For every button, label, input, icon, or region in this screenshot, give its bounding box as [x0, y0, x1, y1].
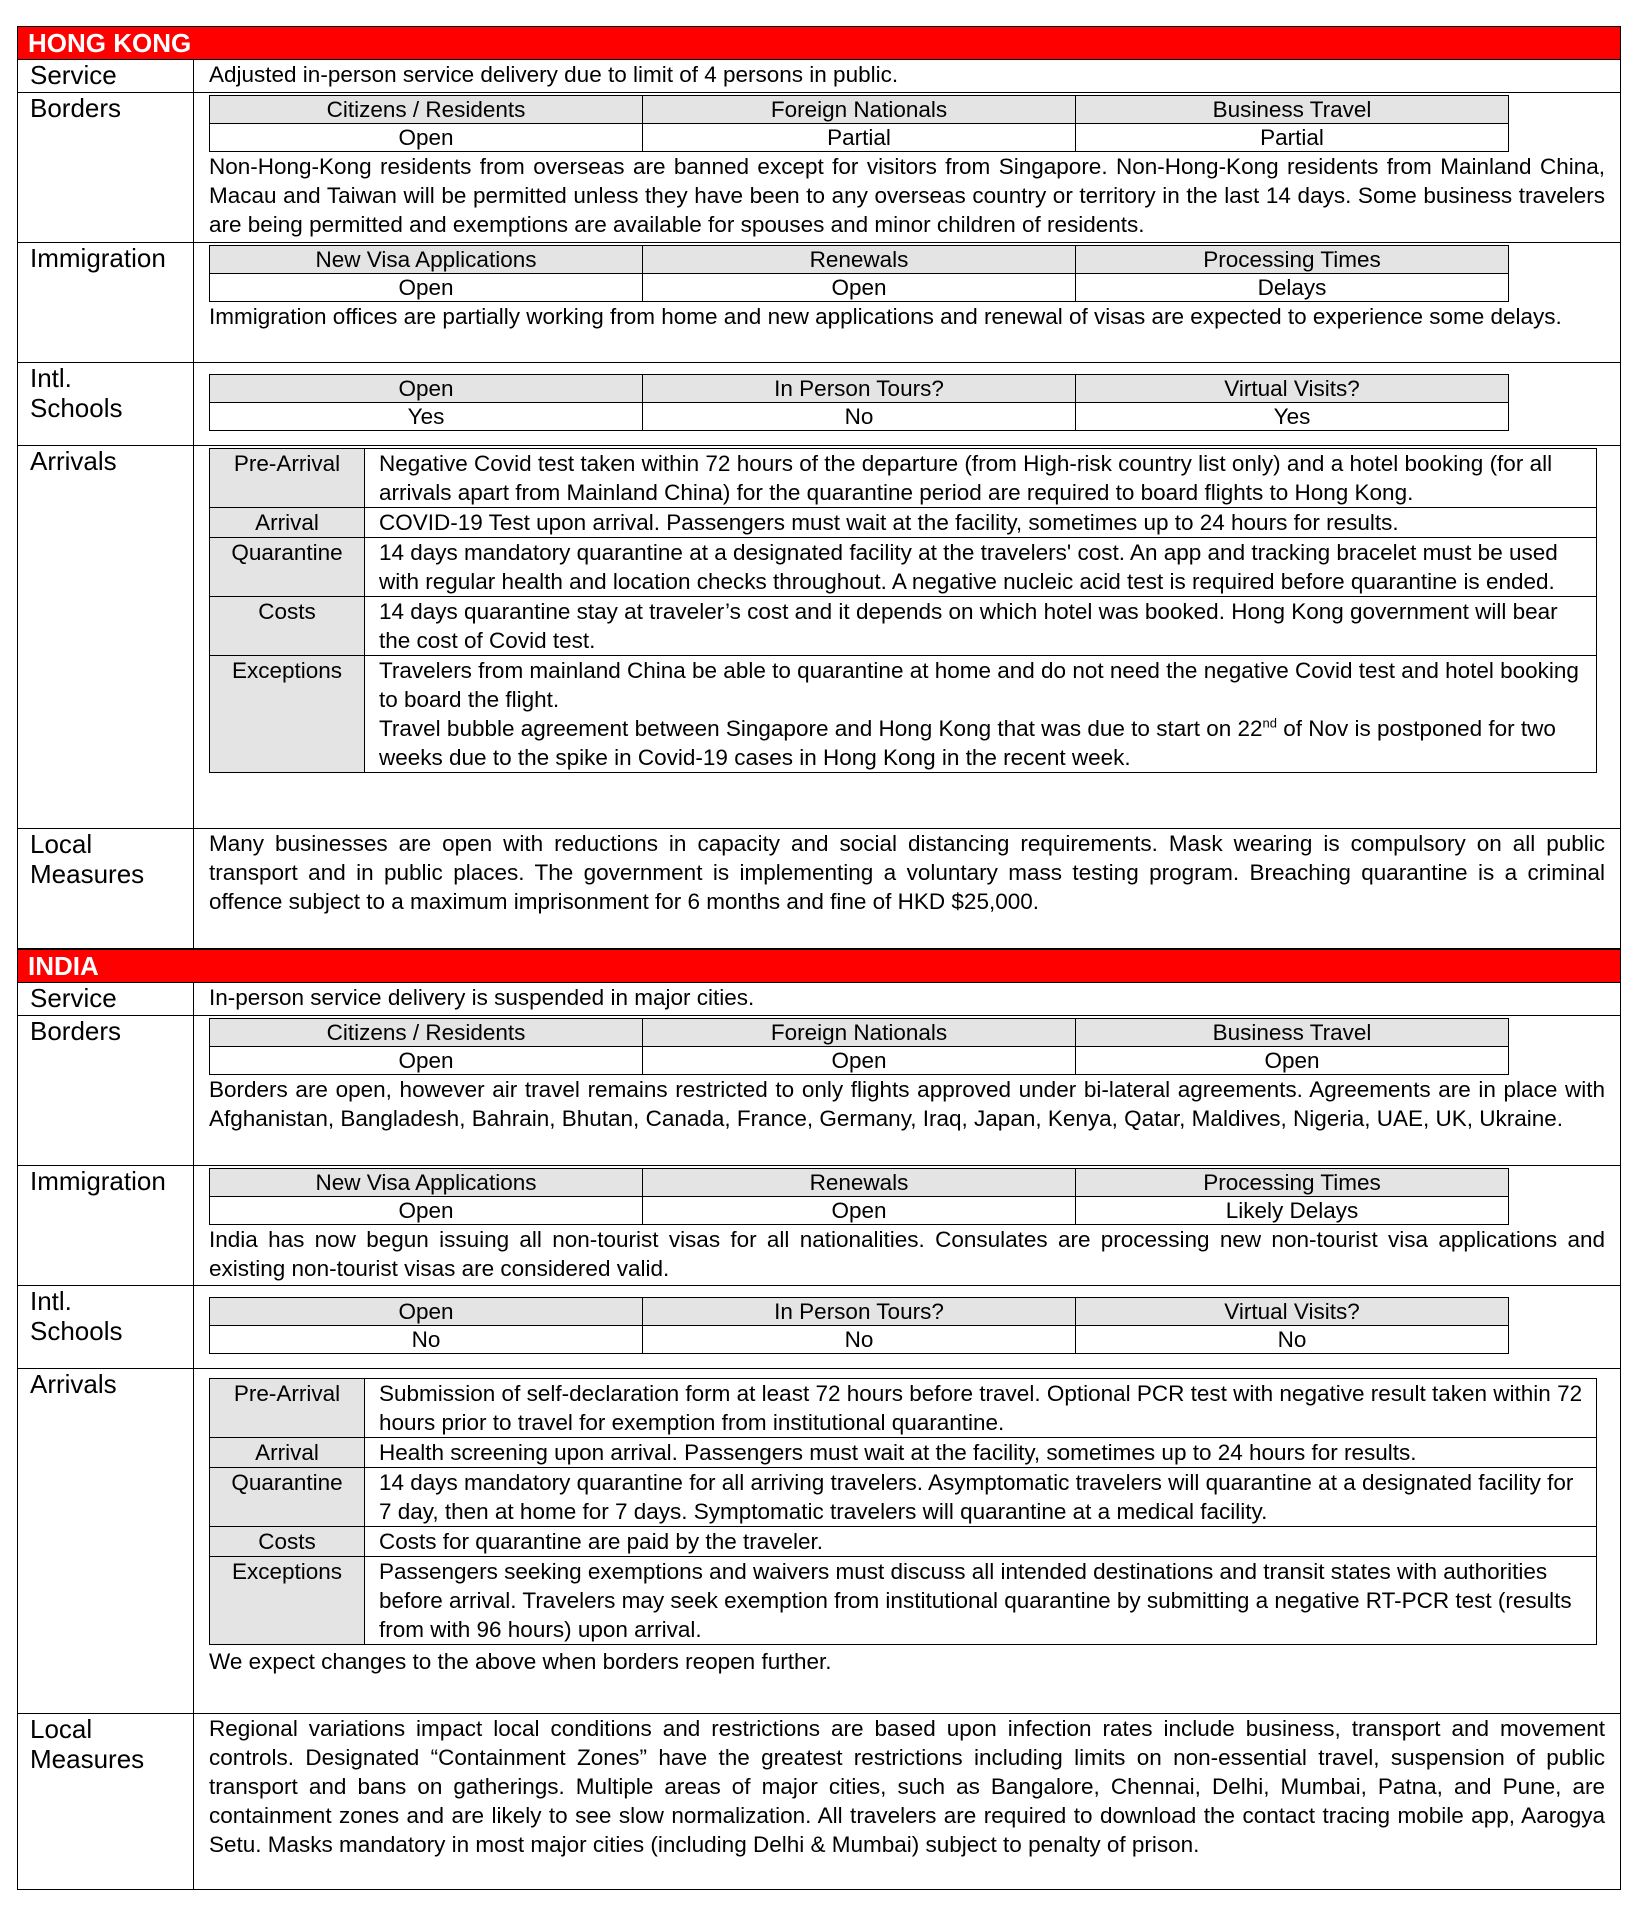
service-text: Adjusted in-person service delivery due to limit of 4 persons in public. — [209, 62, 899, 87]
borders-label: Borders — [18, 93, 194, 243]
costs-label: Costs — [210, 597, 365, 656]
borders-value-cell: Open — [643, 1047, 1076, 1075]
arrivals-label: Arrivals — [18, 1369, 194, 1714]
borders-label: Borders — [18, 1016, 194, 1166]
exceptions-text-1: Travelers from mainland China be able to quarantine at home and do not need the negative Covid test and hotel booking to board the flight. — [379, 658, 1579, 712]
schools-value-cell: Yes — [210, 403, 643, 431]
immigration-header-cell: Processing Times — [1076, 246, 1509, 274]
borders-header-cell: Business Travel — [1076, 96, 1509, 124]
immigration-value-cell: Open — [210, 1197, 643, 1225]
exceptions-text-2a: Travel bubble agreement between Singapore and Hong Kong that was due to start on 22 — [379, 716, 1263, 741]
local-measures-label — [18, 1714, 194, 1890]
pre-arrival-text: Negative Covid test taken within 72 hours of the departure (from High-risk country list only) and a hotel booking (for all arrivals apart from Mainland China) for the quarantine period are required to board flights to Hong Kong. — [365, 449, 1597, 508]
borders-status-table — [209, 95, 1509, 152]
immigration-note: Immigration offices are partially working from home and new applications and renewal of visas are expected to experience some delays. — [209, 304, 1562, 329]
borders-header-cell: Foreign Nationals — [643, 1019, 1076, 1047]
immigration-header-cell: New Visa Applications — [210, 1169, 643, 1197]
immigration-value-cell: Delays — [1076, 274, 1509, 302]
exceptions-cell — [365, 656, 1597, 773]
costs-label: Costs — [210, 1527, 365, 1557]
local-measures-text: Many businesses are open with reductions in capacity and social distancing requirements. Mask wearing is compulsory on all public transport and in public places. The government is implementing a voluntary mass testing program. Breaching quarantine is a criminal offence subject to a maximum imprisonment for 6 months and fine of HKD $25,000. — [209, 831, 1606, 914]
local-measures-text: Regional variations impact local conditions and restrictions are based upon infection rates include business, transport and movement controls. Designated “Containment Zones” have the greatest restrictions including limits on non-essential travel, suspension of public transport and bans on gatherings. Multiple areas of major cities, such as Bangalore, Chennai, Delhi, Mumbai, Patna, and Pune, are containment zones and are likely to see slow normalization. All travelers are required to download the contact tracing mobile app, Aarogya Setu. Masks mandatory in most major cities (including Delhi & Mumbai) subject to penalty of prison. — [209, 1716, 1605, 1857]
immigration-value-cell: Open — [643, 274, 1076, 302]
borders-header-cell: Citizens / Residents — [210, 96, 643, 124]
schools-label-line1: Intl. — [30, 363, 72, 393]
arrivals-label: Arrivals — [18, 446, 194, 829]
country-header: INDIA — [18, 950, 1621, 983]
local-label-line1: Local — [30, 1714, 93, 1744]
schools-label — [18, 1286, 194, 1369]
borders-note: Borders are open, however air travel remains restricted to only flights approved under bi-lateral agreements. Agreements are in place with Afghanistan, Bangladesh, Bahrain, Bhutan, Canada, France, Germany, Iraq, Japan, Kenya, Qatar, Maldives, Nigeria, UAE, UK, Ukraine. — [209, 1077, 1605, 1131]
schools-value-cell: No — [643, 403, 1076, 431]
immigration-value-cell: Open — [643, 1197, 1076, 1225]
country-header: HONG KONG — [18, 27, 1621, 60]
quarantine-text: 14 days mandatory quarantine at a designated facility at the travelers' cost. An app and tracking bracelet must be used with regular health and location checks throughout. A negative nucleic acid test is required before quarantine is ended. — [365, 538, 1597, 597]
exceptions-label: Exceptions — [210, 1557, 365, 1645]
schools-header-cell: Virtual Visits? — [1076, 1298, 1509, 1326]
schools-header-cell: Open — [210, 1298, 643, 1326]
immigration-status-table — [209, 245, 1509, 302]
schools-header-cell: Virtual Visits? — [1076, 375, 1509, 403]
schools-label-line2: Schools — [30, 1316, 123, 1346]
borders-header-cell: Business Travel — [1076, 1019, 1509, 1047]
service-label: Service — [18, 60, 194, 93]
schools-label-line2: Schools — [30, 393, 123, 423]
immigration-value-cell: Open — [210, 274, 643, 302]
schools-value-cell: Yes — [1076, 403, 1509, 431]
arrival-text: COVID-19 Test upon arrival. Passengers must wait at the facility, sometimes up to 24 hours for results. — [365, 508, 1597, 538]
arrival-text: Health screening upon arrival. Passengers must wait at the facility, sometimes up to 24 hours for results. — [365, 1438, 1597, 1468]
exceptions-text-2 — [379, 714, 1584, 772]
borders-header-cell: Foreign Nationals — [643, 96, 1076, 124]
exceptions-text: Passengers seeking exemptions and waivers must discuss all intended destinations and transit states with authorities before arrival. Travelers may seek exemption from institutional quarantine by submitting a negative RT-PCR test (results from with 96 hours) upon arrival. — [365, 1557, 1597, 1645]
local-label-line2: Measures — [30, 1744, 145, 1774]
immigration-label: Immigration — [18, 243, 194, 363]
costs-text: Costs for quarantine are paid by the traveler. — [365, 1527, 1597, 1557]
arrivals-table — [209, 1378, 1597, 1645]
pre-arrival-text: Submission of self-declaration form at least 72 hours before travel. Optional PCR test with negative result taken within 72 hours prior to travel for exemption from institutional quarantine. — [365, 1379, 1597, 1438]
schools-header-cell: Open — [210, 375, 643, 403]
immigration-header-cell: Renewals — [643, 246, 1076, 274]
borders-header-cell: Citizens / Residents — [210, 1019, 643, 1047]
immigration-status-table — [209, 1168, 1509, 1225]
quarantine-label: Quarantine — [210, 538, 365, 597]
borders-value-cell: Open — [1076, 1047, 1509, 1075]
schools-label-line1: Intl. — [30, 1286, 72, 1316]
arrival-label: Arrival — [210, 508, 365, 538]
borders-value-cell: Open — [210, 1047, 643, 1075]
immigration-header-cell: New Visa Applications — [210, 246, 643, 274]
immigration-note: India has now begun issuing all non-tourist visas for all nationalities. Consulates are processing new non-tourist visa applications and existing non-tourist visas are considered valid. — [209, 1227, 1605, 1281]
schools-status-table — [209, 374, 1509, 431]
pre-arrival-label: Pre-Arrival — [210, 449, 365, 508]
borders-status-table — [209, 1018, 1509, 1075]
immigration-label: Immigration — [18, 1166, 194, 1286]
schools-value-cell: No — [643, 1326, 1076, 1354]
arrivals-note: We expect changes to the above when borders reopen further. — [209, 1649, 832, 1674]
arrivals-table — [209, 448, 1597, 773]
exceptions-text-2b: of Nov is postponed for two weeks due to the spike in Covid-19 cases in Hong Kong in the recent week. — [379, 716, 1556, 770]
schools-label — [18, 363, 194, 446]
borders-value-cell: Partial — [643, 124, 1076, 152]
immigration-header-cell: Renewals — [643, 1169, 1076, 1197]
pre-arrival-label: Pre-Arrival — [210, 1379, 365, 1438]
service-text: In-person service delivery is suspended in major cities. — [209, 985, 755, 1010]
local-measures-label — [18, 829, 194, 949]
borders-value-cell: Open — [210, 124, 643, 152]
costs-text: 14 days quarantine stay at traveler’s cost and it depends on which hotel was booked. Hong Kong government will bear the cost of Covid test. — [365, 597, 1597, 656]
local-label-line2: Measures — [30, 859, 145, 889]
ordinal-suffix: nd — [1262, 715, 1277, 731]
schools-value-cell: No — [1076, 1326, 1509, 1354]
document — [17, 26, 1620, 1890]
exceptions-label: Exceptions — [210, 656, 365, 773]
service-label: Service — [18, 983, 194, 1016]
schools-status-table — [209, 1297, 1509, 1354]
local-label-line1: Local — [30, 829, 93, 859]
immigration-header-cell: Processing Times — [1076, 1169, 1509, 1197]
borders-note: Non-Hong-Kong residents from overseas are banned except for visitors from Singapore. Non-Hong-Kong residents from Mainland China, Macau and Taiwan will be permitted unless they have been to any overseas country or territory in the last 14 days. Some business travelers are being permitted and exemptions are available for spouses and minor children of residents. — [209, 154, 1606, 237]
immigration-value-cell: Likely Delays — [1076, 1197, 1509, 1225]
schools-header-cell: In Person Tours? — [643, 1298, 1076, 1326]
country-table-hong-kong — [17, 26, 1621, 949]
schools-header-cell: In Person Tours? — [643, 375, 1076, 403]
quarantine-text: 14 days mandatory quarantine for all arriving travelers. Asymptomatic travelers will quarantine at a designated facility for 7 day, then at home for 7 days. Symptomatic travelers will quarantine at a medical facility. — [365, 1468, 1597, 1527]
borders-value-cell: Partial — [1076, 124, 1509, 152]
quarantine-label: Quarantine — [210, 1468, 365, 1527]
country-table-india — [17, 949, 1621, 1890]
schools-value-cell: No — [210, 1326, 643, 1354]
arrival-label: Arrival — [210, 1438, 365, 1468]
